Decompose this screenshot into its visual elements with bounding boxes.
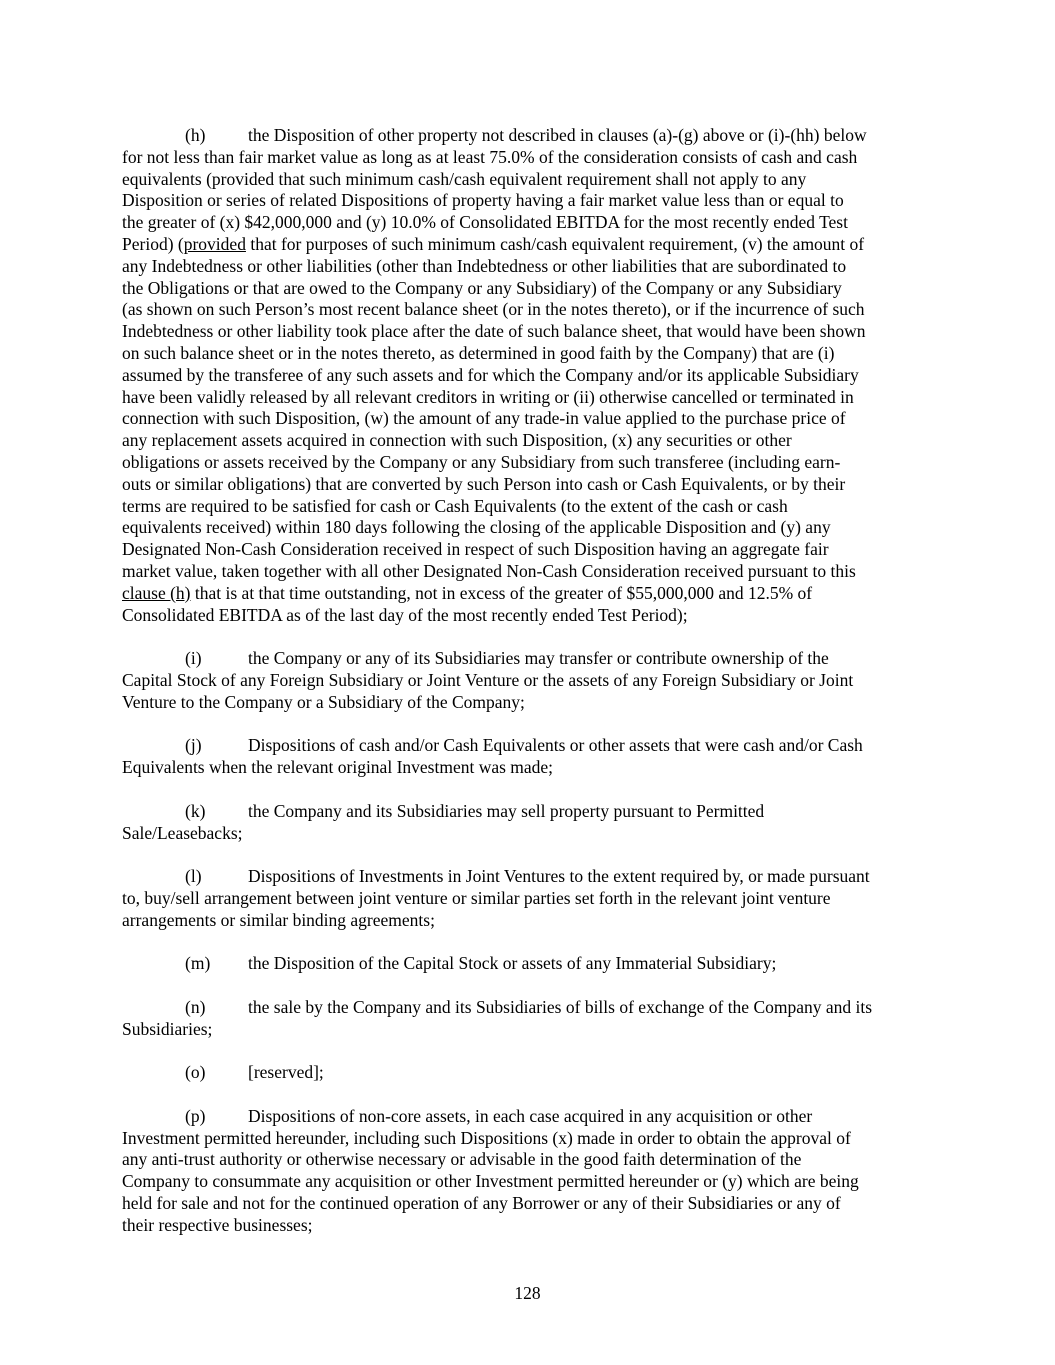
text-line xyxy=(122,910,942,932)
text-run: Equivalents when the relevant original Investment was made; xyxy=(122,757,554,778)
text-run: Sale/Leasebacks; xyxy=(122,822,243,843)
text-run: Dispositions of non-core assets, in each case acquired in any acquisition or other xyxy=(248,1105,813,1126)
text-run: any Indebtedness or other liabilities (other than Indebtedness or other liabilities that are subordinated to xyxy=(122,255,847,276)
text-line xyxy=(122,1193,942,1215)
text-line xyxy=(122,648,942,670)
text-line xyxy=(122,430,942,452)
text-run: Venture to the Company or a Subsidiary of the Company; xyxy=(122,691,525,712)
paragraph-label: (k) xyxy=(185,800,206,821)
text-run: market value, taken together with all other Designated Non-Cash Consideration received pursuant to this xyxy=(122,560,856,581)
paragraph-label: (i) xyxy=(185,648,202,669)
text-line xyxy=(122,496,942,518)
text-run: Investment permitted hereunder, including such Dispositions (x) made in order to obtain the approval of xyxy=(122,1127,851,1148)
text-run: obligations or assets received by the Company or any Subsidiary from such transferee (including earn- xyxy=(122,451,841,472)
text-run: Designated Non-Cash Consideration received in respect of such Disposition having an aggregate fair xyxy=(122,539,829,560)
text-line xyxy=(122,147,942,169)
text-line xyxy=(122,125,942,147)
text-line xyxy=(122,299,942,321)
paragraph xyxy=(122,801,942,845)
text-line xyxy=(122,408,942,430)
paragraph-label: (h) xyxy=(185,125,206,145)
text-line xyxy=(122,387,942,409)
text-run: equivalents received) within 180 days following the closing of the applicable Disposition and (y) any xyxy=(122,517,831,538)
text-run: the Company or any of its Subsidiaries may transfer or contribute ownership of the xyxy=(248,648,829,669)
text-line xyxy=(122,256,942,278)
text-run: for not less than fair market value as long as at least 75.0% of the consideration consists of cash and cash xyxy=(122,146,858,167)
text-run: have been validly released by all relevant creditors in writing or (ii) otherwise cancelled or terminated in xyxy=(122,386,854,407)
text-run: on such balance sheet or in the notes thereto, as determined in good faith by the Company) that are (i) xyxy=(122,342,835,363)
page-number: 128 xyxy=(514,1283,541,1303)
paragraph-label: (p) xyxy=(185,1105,206,1126)
text-run: equivalents (provided that such minimum cash/cash equivalent requirement shall not apply to any xyxy=(122,168,807,189)
text-run: the Company and its Subsidiaries may sell property pursuant to Permitted xyxy=(248,800,765,821)
text-run: Indebtedness or other liability took place after the date of such balance sheet, that would have been shown xyxy=(122,321,866,342)
text-run: Subsidiaries; xyxy=(122,1018,213,1039)
text-run: the greater of (x) $42,000,000 and (y) 10.0% of Consolidated EBITDA for the most recently ended Test xyxy=(122,212,848,233)
text-line xyxy=(122,866,942,888)
paragraph-label: (m) xyxy=(185,953,211,974)
text-line xyxy=(122,1215,942,1237)
text-line xyxy=(122,561,942,583)
text-line xyxy=(122,692,942,714)
paragraph xyxy=(122,866,942,931)
paragraph-label: (j) xyxy=(185,735,202,756)
text-run: arrangements or similar binding agreements; xyxy=(122,909,435,930)
paragraph xyxy=(122,125,942,626)
text-line xyxy=(122,365,942,387)
text-run: any anti-trust authority or otherwise necessary or advisable in the good faith determination of the xyxy=(122,1149,802,1170)
text-run: Capital Stock of any Foreign Subsidiary or Joint Venture or the assets of any Foreign Subsidiary or Joint xyxy=(122,669,854,690)
text-line xyxy=(122,539,942,561)
text-run: Dispositions of cash and/or Cash Equivalents or other assets that were cash and/or Cash xyxy=(248,735,863,756)
text-run: the Disposition of other property not described in clauses (a)-(g) above or (i)-(hh) below xyxy=(248,125,867,145)
text-line xyxy=(122,1106,942,1128)
text-run: Consolidated EBITDA as of the last day of the most recently ended Test Period); xyxy=(122,604,688,625)
text-line xyxy=(122,583,942,605)
text-line xyxy=(122,953,942,975)
text-run: terms are required to be satisfied for cash or Cash Equivalents (to the extent of the cash or cash xyxy=(122,495,788,516)
text-run: Disposition or series of related Dispositions of property having a fair market value less than or equal to xyxy=(122,190,844,211)
text-line xyxy=(122,823,942,845)
text-run: that for purposes of such minimum cash/cash equivalent requirement, (v) the amount of xyxy=(245,233,865,254)
text-line xyxy=(122,1019,942,1041)
text-line xyxy=(122,321,942,343)
text-run: connection with such Disposition, (w) the amount of any trade-in value applied to the purchase price of xyxy=(122,408,846,429)
text-line xyxy=(122,1062,942,1084)
text-line xyxy=(122,735,942,757)
text-line xyxy=(122,757,942,779)
text-line xyxy=(122,1171,942,1193)
text-line xyxy=(122,517,942,539)
document-body xyxy=(122,125,942,1237)
text-line xyxy=(122,801,942,823)
text-line xyxy=(122,278,942,300)
underlined-text: clause (h) xyxy=(122,582,191,603)
paragraph xyxy=(122,648,942,713)
text-line xyxy=(122,474,942,496)
text-run: Company to consummate any acquisition or other Investment permitted hereunder or (y) which are being xyxy=(122,1171,859,1192)
paragraph-label: (n) xyxy=(185,996,206,1017)
text-line xyxy=(122,997,942,1019)
text-line xyxy=(122,1149,942,1171)
text-line xyxy=(122,670,942,692)
text-run: held for sale and not for the continued operation of any Borrower or any of their Subsidiaries or any of xyxy=(122,1193,841,1214)
text-line xyxy=(122,212,942,234)
text-run: that is at that time outstanding, not in excess of the greater of $55,000,000 and 12.5% of xyxy=(190,582,813,603)
paragraph xyxy=(122,735,942,779)
text-run: the Obligations or that are owed to the Company or any Subsidiary) of the Company or any Subsidiary xyxy=(122,277,842,298)
text-run: their respective businesses; xyxy=(122,1214,313,1235)
text-line xyxy=(122,169,942,191)
text-run: assumed by the transferee of any such assets and for which the Company and/or its applicable Subsidiary xyxy=(122,364,859,385)
underlined-text: provided xyxy=(183,233,246,254)
paragraph-label: (l) xyxy=(185,866,202,887)
paragraph-label: (o) xyxy=(185,1062,206,1083)
paragraph xyxy=(122,953,942,975)
paragraph xyxy=(122,997,942,1041)
text-run: Dispositions of Investments in Joint Ventures to the extent required by, or made pursuant xyxy=(248,866,870,887)
text-line xyxy=(122,888,942,910)
text-line xyxy=(122,1128,942,1150)
text-line xyxy=(122,190,942,212)
text-run: the sale by the Company and its Subsidiaries of bills of exchange of the Company and its xyxy=(248,996,873,1017)
text-line xyxy=(122,343,942,365)
paragraph xyxy=(122,1106,942,1237)
text-line xyxy=(122,605,942,627)
text-line xyxy=(122,234,942,256)
text-run: the Disposition of the Capital Stock or assets of any Immaterial Subsidiary; xyxy=(248,953,777,974)
text-run: Period) ( xyxy=(122,233,184,254)
text-run: outs or similar obligations) that are converted by such Person into cash or Cash Equivalents, or by their xyxy=(122,473,846,494)
text-line xyxy=(122,452,942,474)
text-run: [reserved]; xyxy=(248,1062,324,1083)
text-run: (as shown on such Person’s most recent balance sheet (or in the notes thereto), or if the incurrence of such xyxy=(122,299,865,320)
text-run: any replacement assets acquired in connection with such Disposition, (x) any securities or other xyxy=(122,430,792,451)
text-run: to, buy/sell arrangement between joint venture or similar parties set forth in the relevant joint venture xyxy=(122,887,831,908)
paragraph xyxy=(122,1062,942,1084)
